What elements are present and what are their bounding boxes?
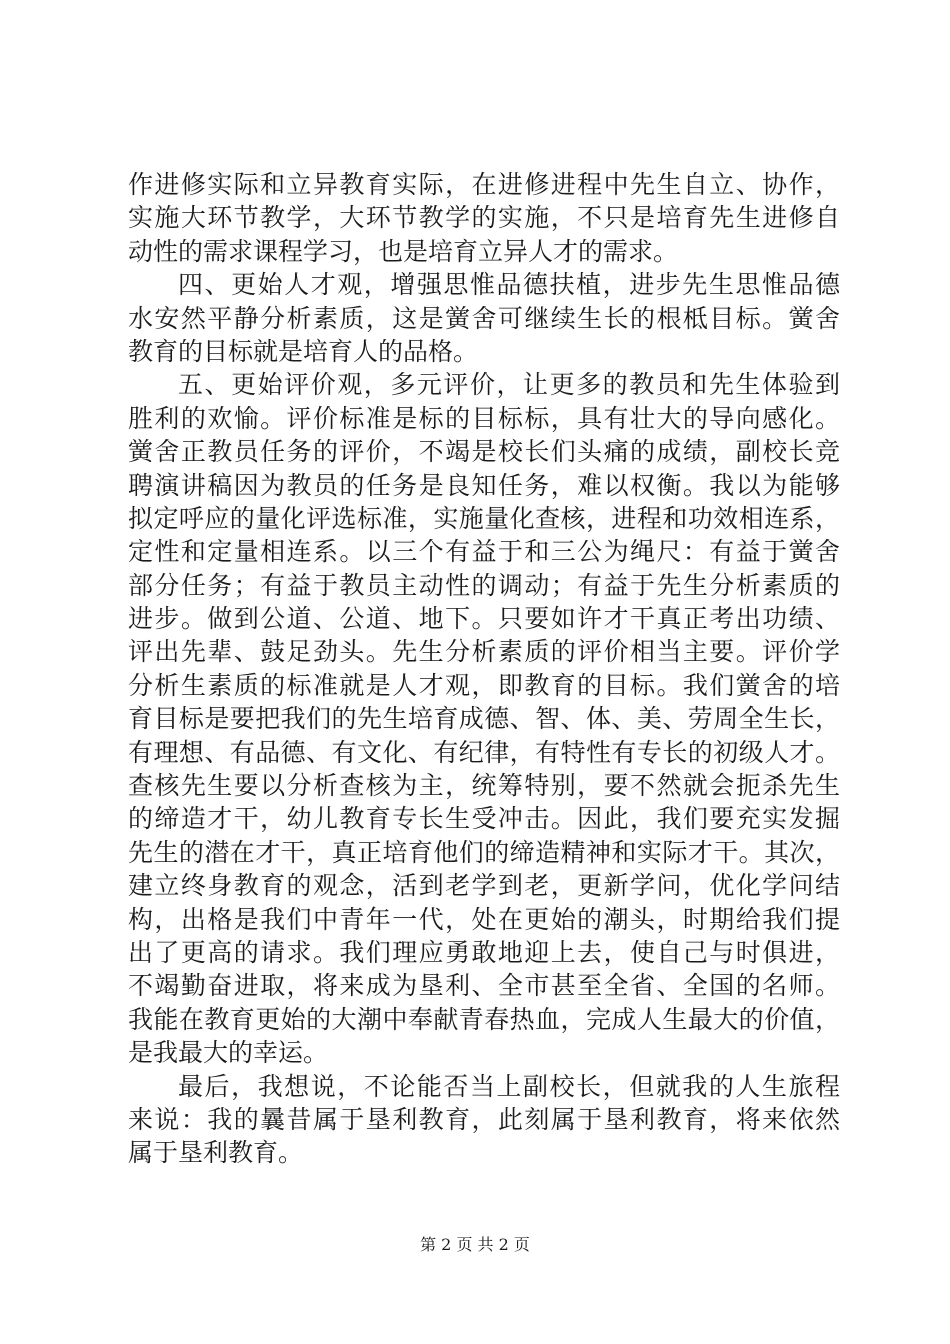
text-line: 聘演讲稿因为教员的任务是良知任务，难以权衡。我以为能够 <box>128 470 840 500</box>
text-line: 评出先辈、鼓足劲头。先生分析素质的评价相当主要。评价学 <box>128 637 840 667</box>
paragraph-first-line: 四、更始人才观，增强思惟品德扶植，进步先生思惟品德 <box>178 270 840 300</box>
text-line: 出了更高的请求。我们理应勇敢地迎上去，使自己与时俱进， <box>128 937 840 967</box>
text-line: 胜利的欢愉。评价标准是标的目标标，具有壮大的导向感化。 <box>128 403 840 433</box>
text-line: 来说：我的曩昔属于垦利教育，此刻属于垦利教育，将来依然 <box>128 1104 840 1134</box>
text-line: 有理想、有品德、有文化、有纪律，有特性有专长的初级人才。 <box>128 737 840 767</box>
text-line: 黉舍正教员任务的评价，不竭是校长们头痛的成绩，副校长竞 <box>128 437 840 467</box>
text-line: 是我最大的幸运。 <box>128 1038 329 1068</box>
text-line: 先生的潜在才干，真正培育他们的缔造精神和实际才干。其次， <box>128 837 840 867</box>
document-body <box>128 168 840 1170</box>
text-line: 育目标是要把我们的先生培育成德、智、体、美、劳周全生长， <box>128 704 840 734</box>
text-line: 分析生素质的标准就是人才观，即教育的目标。我们黉舍的培 <box>128 670 840 700</box>
text-line: 构，出格是我们中青年一代，处在更始的潮头，时期给我们提 <box>128 904 840 934</box>
text-line: 拟定呼应的量化评选标准，实施量化查核，进程和功效相连系， <box>128 503 840 533</box>
text-line: 进步。做到公道、公道、地下。只要如许才干真正考出功绩、 <box>128 604 840 634</box>
text-line: 属于垦利教育。 <box>128 1138 304 1168</box>
text-line: 不竭勤奋进取，将来成为垦利、全市甚至全省、全国的名师。 <box>128 971 840 1001</box>
text-line: 动性的需求课程学习，也是培育立异人才的需求。 <box>128 236 679 266</box>
text-line: 的缔造才干，幼儿教育专长生受冲击。因此，我们要充实发掘 <box>128 804 840 834</box>
text-line: 部分任务；有益于教员主动性的调动；有益于先生分析素质的 <box>128 570 840 600</box>
text-line: 定性和定量相连系。以三个有益于和三公为绳尺：有益于黉舍 <box>128 537 840 567</box>
text-line: 建立终身教育的观念，活到老学到老，更新学问，优化学问结 <box>128 871 840 901</box>
paragraph-first-line: 最后，我想说，不论能否当上副校长，但就我的人生旅程 <box>178 1071 840 1101</box>
text-line: 作进修实际和立异教育实际，在进修进程中先生自立、协作， <box>128 170 840 199</box>
text-line: 实施大环节教学，大环节教学的实施，不只是培育先生进修自 <box>128 203 840 233</box>
text-line: 教育的目标就是培育人的品格。 <box>128 336 479 366</box>
text-line: 水安然平静分析素质，这是黉舍可继续生长的根柢目标。黉舍 <box>128 303 840 333</box>
text-line: 我能在教育更始的大潮中奉献青春热血，完成人生最大的价值， <box>128 1004 840 1034</box>
page-number-footer: 第 2 页 共 2 页 <box>420 1235 530 1254</box>
text-line: 查核先生要以分析查核为主，统筹特别，要不然就会扼杀先生 <box>128 771 840 801</box>
paragraph-first-line: 五、更始评价观，多元评价，让更多的教员和先生体验到 <box>178 370 840 400</box>
